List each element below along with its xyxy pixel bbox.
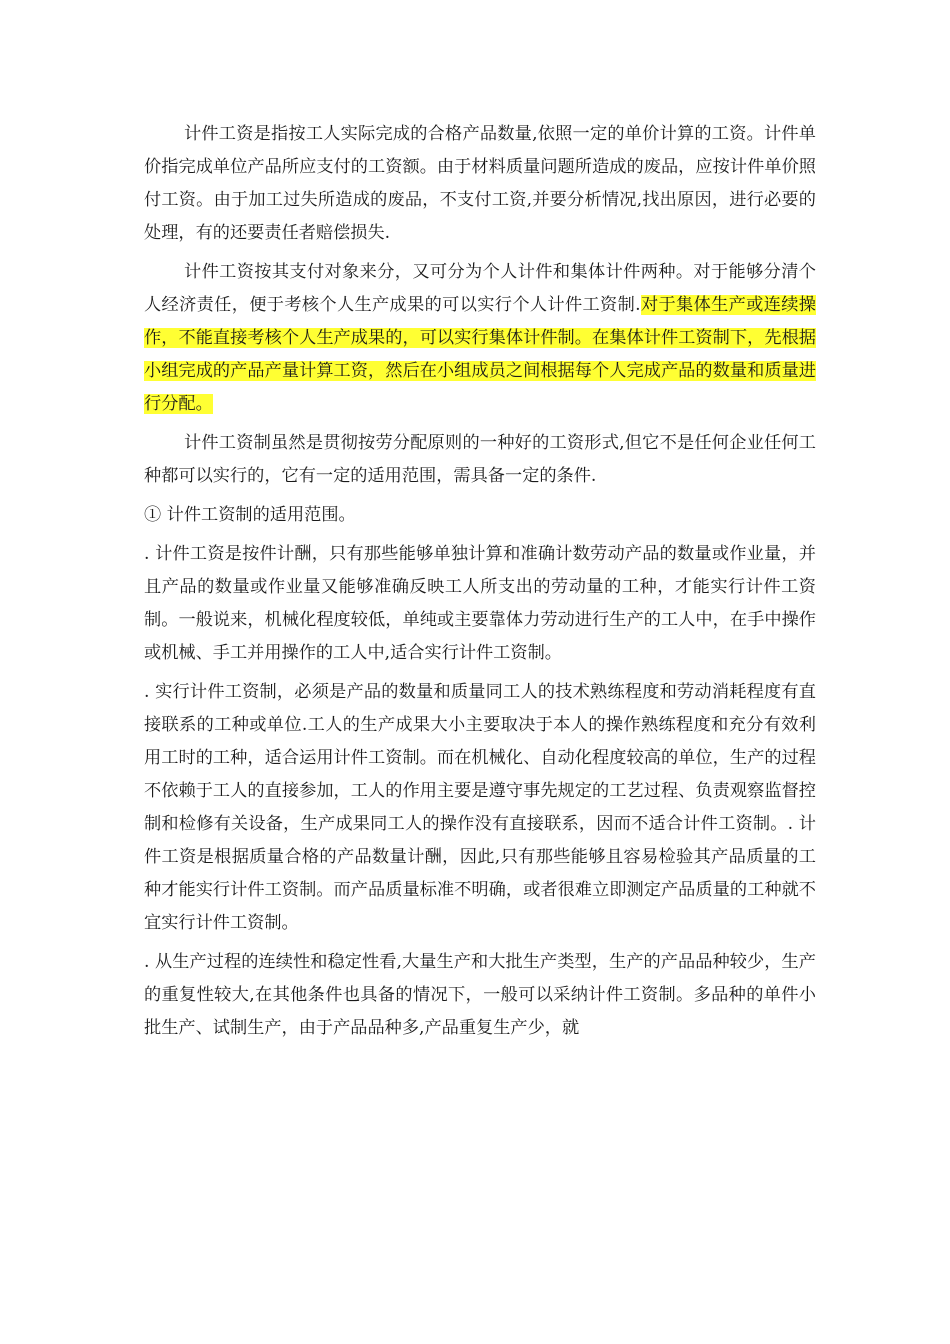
paragraph-text: 计件工资按其支付对象来分，又可分为个人计件和集体计件两种。对于能够分清个人经济责任，便于考核个人生产成果的可以实行个人计件工资制. — [144, 262, 816, 315]
document-body — [144, 118, 816, 1051]
highlighted-text: 对于集体生产或连续操作，不能直接考核个人生产成果的，可以实行集体计件制。在集体计件工资制下，先根据小组完成的产品产量计算工资，然后在小组成员之间根据每个人完成产品的数量和质量进行分配。 — [144, 295, 816, 414]
paragraph-payment-object — [144, 256, 816, 421]
section-heading: ① 计件工资制的适用范围。 — [144, 505, 356, 525]
list-item: . 从生产过程的连续性和稳定性看,大量生产和大批生产类型，生产的产品品种较少，生产的重复性较大,在其他条件也具备的情况下，一般可以采纳计件工资制。多品种的单件小批生产、试制生产，由于产品品种多,产品重复生产少，就 — [144, 952, 816, 1038]
paragraph-conditions: 计件工资制虽然是贯彻按劳分配原则的一种好的工资形式,但它不是任何企业任何工种都可以实行的，它有一定的适用范围，需具备一定的条件. — [144, 433, 816, 486]
list-item: . 计件工资是按件计酬，只有那些能够单独计算和准确计数劳动产品的数量或作业量，并且产品的数量或作业量又能够准确反映工人所支出的劳动量的工种，才能实行计件工资制。一般说来，机械化程度较低，单纯或主要靠体力劳动进行生产的工人中，在手中操作或机械、手工并用操作的工人中,适合实行计件工资制。 — [144, 544, 816, 663]
paragraph-definition: 计件工资是指按工人实际完成的合格产品数量,依照一定的单价计算的工资。计件单价指完成单位产品所应支付的工资额。由于材料质量问题所造成的废品，应按计件单价照付工资。由于加工过失所造成的废品，不支付工资,并要分析情况,找出原因，进行必要的处理，有的还要责任者赔偿损失. — [144, 124, 816, 243]
list-item: . 实行计件工资制，必须是产品的数量和质量同工人的技术熟练程度和劳动消耗程度有直接联系的工种或单位.工人的生产成果大小主要取决于本人的操作熟练程度和充分有效利用工时的工种，适合运用计件工资制。而在机械化、自动化程度较高的单位，生产的过程不依赖于工人的直接参加，工人的作用主要是遵守事先规定的工艺过程、负责观察监督控制和检修有关设备，生产成果同工人的操作没有直接联系，因而不适合计件工资制。. 计件工资是根据质量合格的产品数量计酬，因此,只有那些能够且容易检验其产品质量的工种才能实行计件工资制。而产品质量标准不明确，或者很难立即测定产品质量的工种就不宜实行计件工资制。 — [144, 682, 816, 933]
